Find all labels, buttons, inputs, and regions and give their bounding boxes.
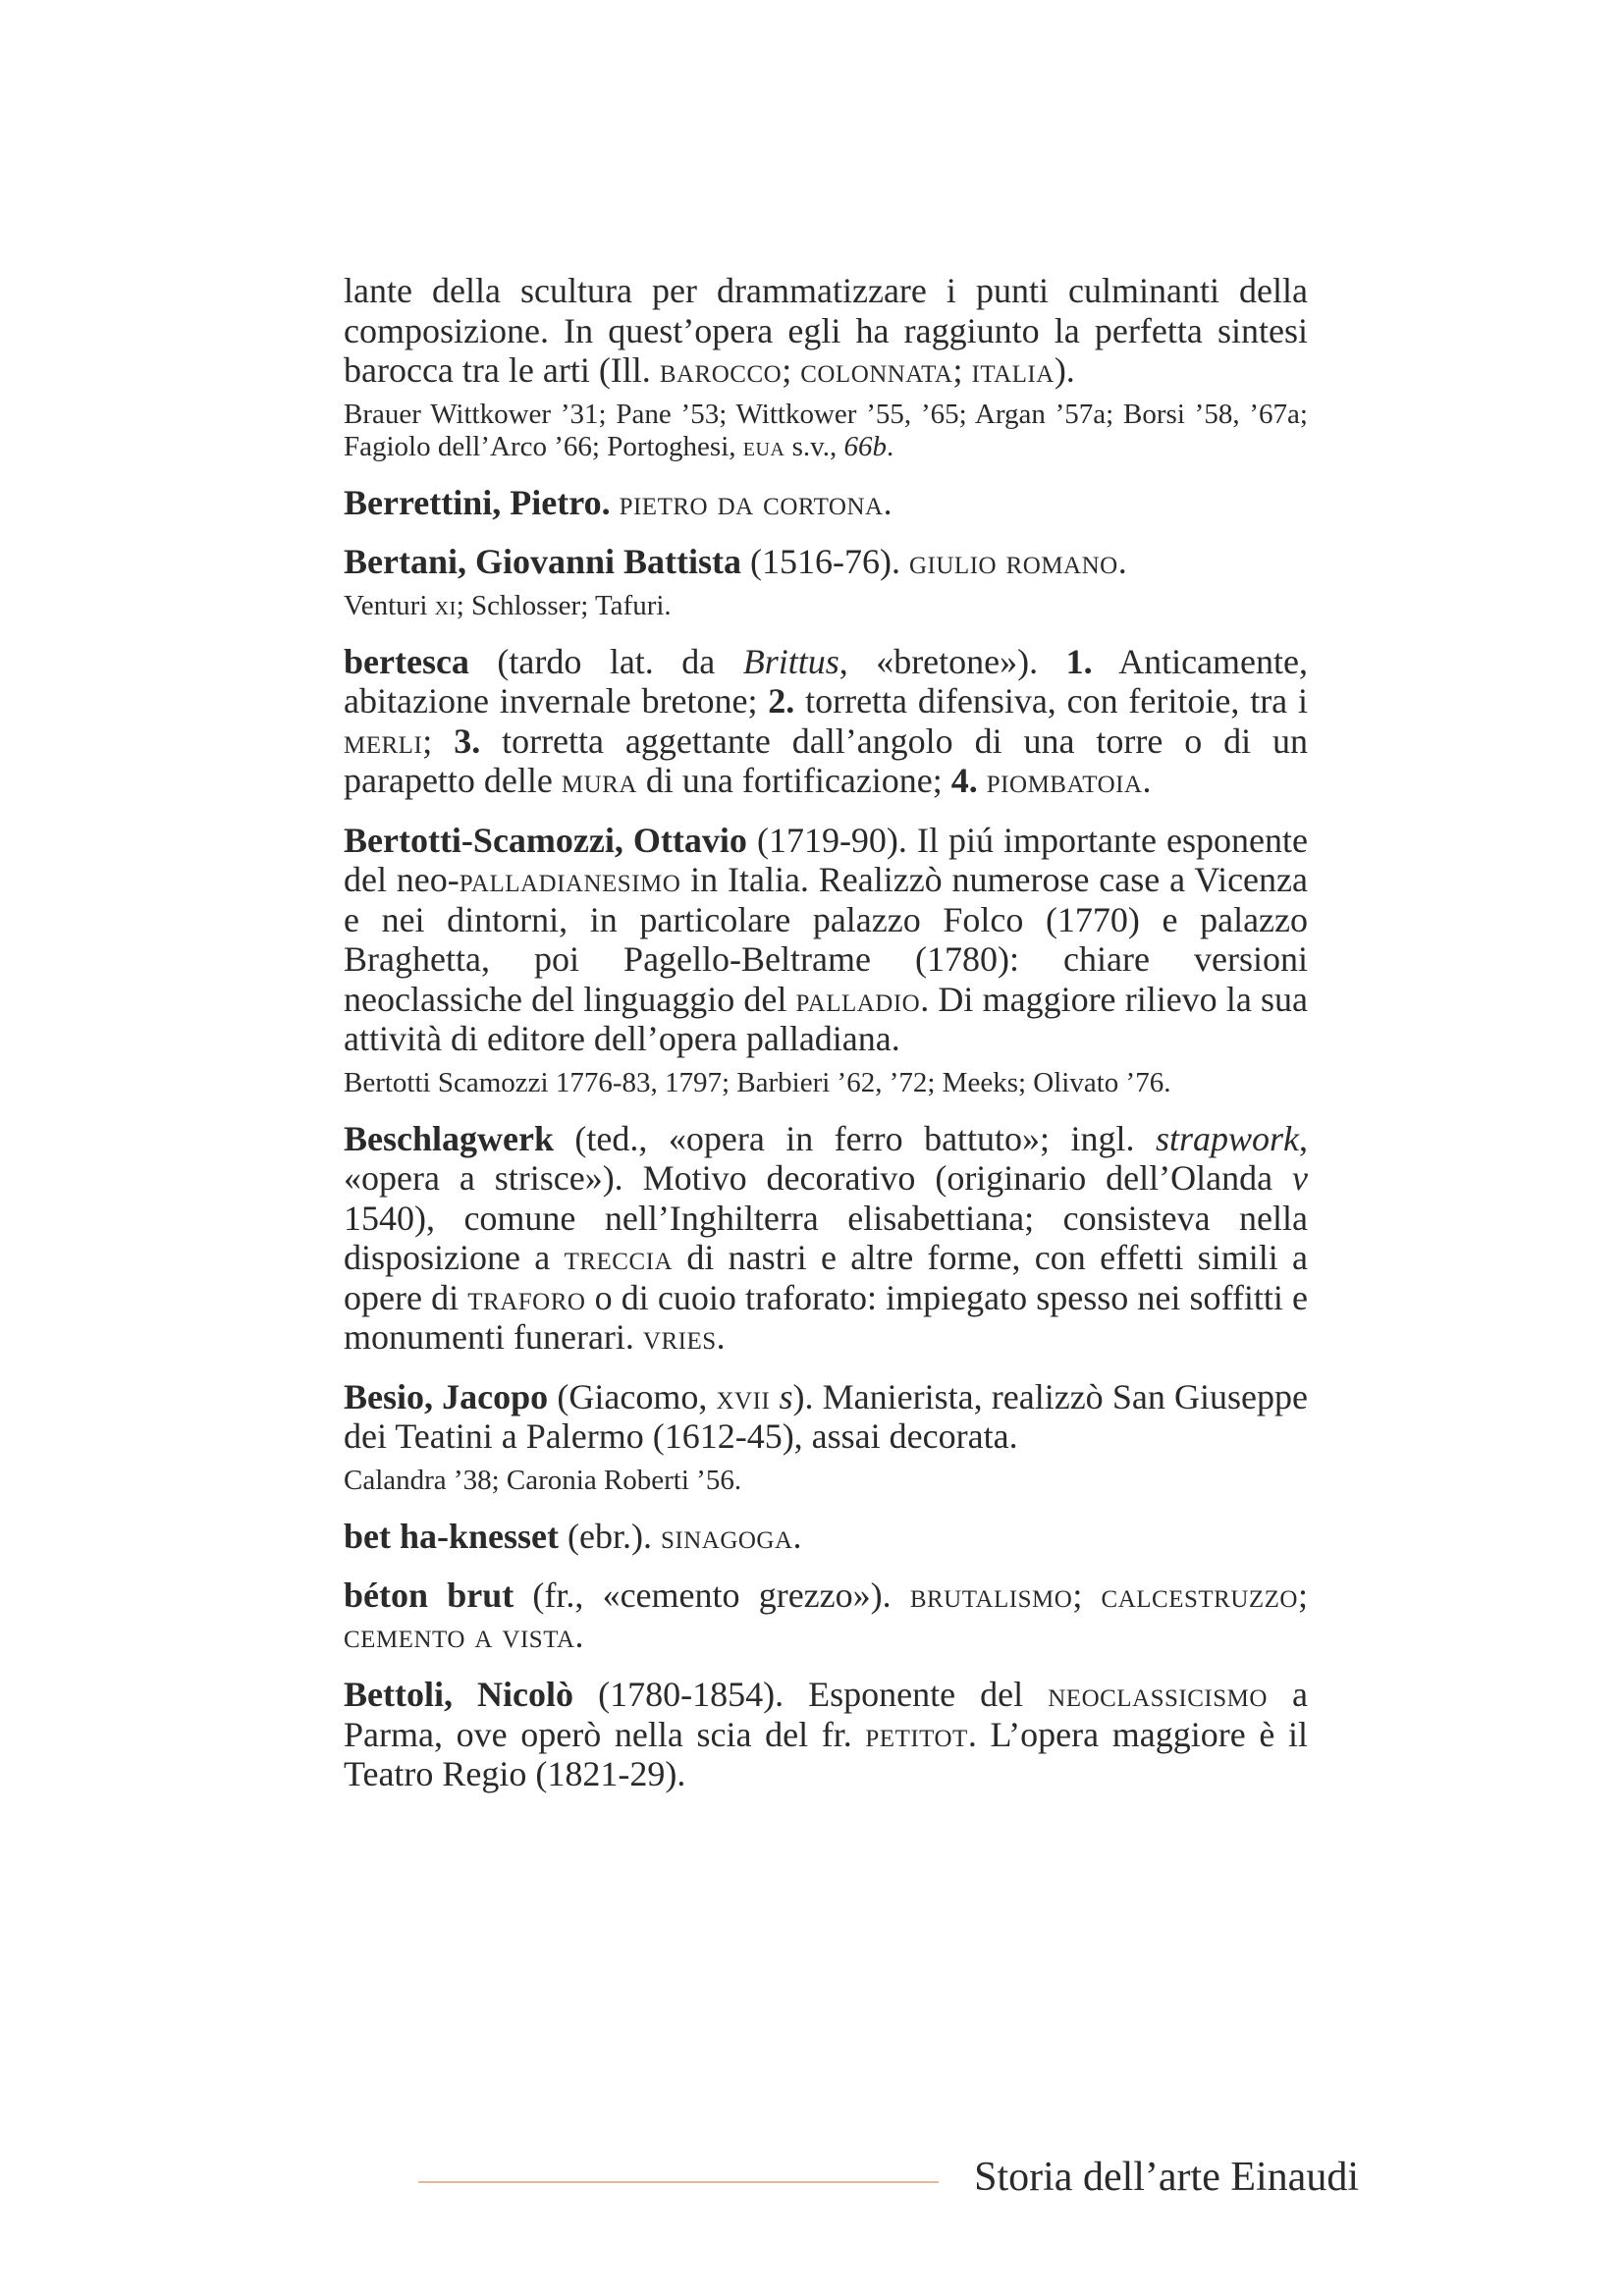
entry-headword: bertesca bbox=[344, 641, 469, 681]
entry-headword: Berrettini, Pietro. bbox=[344, 482, 611, 522]
cross-reference: italia bbox=[971, 350, 1055, 390]
cross-reference: palladianesimo bbox=[459, 860, 681, 899]
entry-headword: Beschlagwerk bbox=[344, 1118, 554, 1158]
cross-reference: palladio bbox=[795, 979, 921, 1019]
cross-reference: sinagoga bbox=[660, 1516, 793, 1556]
entry-headword: Bertotti-Scamozzi, Ottavio bbox=[344, 820, 747, 860]
bibliography: Calandra ’38; Caronia Roberti ’56. bbox=[344, 1464, 742, 1496]
cross-reference: brutalismo bbox=[909, 1575, 1073, 1615]
entry-text: lante della scultura per drammatizzare i punti culminanti della composizione. In quest’opera egli ha raggiunto la perfetta sintesi barocca tra le arti (Ill. barocco; colonnata; italia). bbox=[344, 271, 1308, 390]
bibliography: Venturi xi; Schlosser; Tafuri. bbox=[344, 589, 672, 621]
cross-reference: barocco bbox=[659, 350, 783, 390]
cross-reference: mura bbox=[561, 761, 637, 800]
cross-reference: colonnata bbox=[800, 350, 953, 390]
bibliography: Brauer Wittkower ’31; Pane ’53; Wittkower ’55, ’65; Argan ’57a; Borsi ’58, ’67a; Fagiolo dell’Arco ’66; Portoghesi, eua s.v., 66b. bbox=[344, 398, 1308, 462]
cross-reference: cemento a vista bbox=[344, 1615, 575, 1655]
cross-reference: traforo bbox=[467, 1277, 586, 1317]
entry-beschlagwerk: Beschlagwerk (ted., «opera in ferro battuto»; ingl. strapwork, «opera a strisce»). Motivo decorativo (originario dell’Olanda v 1540), comune nell’Inghilterra elisabettiana; consisteva nella disposizione a treccia di nastri e altre forme, con effetti simili a opere di traforo o di cuoio traforato: impiegato spesso nei soffitti e monumenti funerari. vries. bbox=[344, 1118, 1309, 1357]
entry-beton-brut: béton brut (fr., «cemento grezzo»). brutalismo; calcestruzzo; cemento a vista. bbox=[344, 1575, 1308, 1655]
footer-rule bbox=[418, 2181, 939, 2183]
cross-reference: vries bbox=[642, 1317, 717, 1357]
entry-besio: Besio, Jacopo (Giacomo, xvii s). Manierista, realizzò San Giuseppe dei Teatini a Palermo (1612-45), assai decorata. Calandra ’38; Caronia Roberti ’56. bbox=[344, 1376, 1308, 1496]
cross-reference: piombatoia bbox=[986, 761, 1143, 800]
cross-reference: calcestruzzo bbox=[1101, 1575, 1298, 1615]
entry-bet-ha-knesset: bet ha-knesset (ebr.). sinagoga. bbox=[344, 1516, 802, 1556]
dictionary-page bbox=[344, 271, 1308, 1794]
cross-reference: petitot bbox=[865, 1714, 968, 1754]
entry-headword: Besio, Jacopo bbox=[344, 1376, 549, 1416]
entry-bernini-continuation bbox=[344, 271, 1308, 463]
cross-reference: treccia bbox=[564, 1238, 674, 1277]
entry-headword: béton brut bbox=[344, 1575, 514, 1615]
entry-headword: bet ha-knesset bbox=[344, 1516, 560, 1556]
cross-reference: giulio romano bbox=[909, 542, 1118, 581]
bibliography: Bertotti Scamozzi 1776-83, 1797; Barbieri ’62, ’72; Meeks; Olivato ’76. bbox=[344, 1066, 1171, 1098]
entry-bertotti-scamozzi: Bertotti-Scamozzi, Ottavio (1719-90). Il piú importante esponente del neo-palladianesimo in Italia. Realizzò numerose case a Vicenza e nei dintorni, in particolare palazzo Folco (1770) e palazzo Braghetta, poi Pagello-Beltrame (1780): chiare versioni neoclassiche del linguaggio del palladio. Di maggiore rilievo la sua attività di editore dell’opera palladiana. Bertotti Scamozzi 1776-83, 1797; Barbieri ’62, ’72; Meeks; Olivato ’76. bbox=[344, 820, 1308, 1098]
page-footer bbox=[418, 2150, 1359, 2209]
entry-headword: Bettoli, Nicolò bbox=[344, 1675, 574, 1714]
entry-bettoli: Bettoli, Nicolò (1780-1854). Esponente del neoclassicismo a Parma, ove operò nella scia del fr. petitot. L’opera maggiore è il Teatro Regio (1821-29). bbox=[344, 1675, 1309, 1793]
entry-berrettini: Berrettini, Pietro. pietro da cortona. bbox=[344, 482, 893, 522]
entry-bertani: Bertani, Giovanni Battista (1516-76). giulio romano. Venturi xi; Schlosser; Tafuri. bbox=[344, 542, 1308, 622]
cross-reference: pietro da cortona bbox=[619, 482, 884, 522]
publication-title: Storia dell’arte Einaudi bbox=[974, 2155, 1359, 2200]
cross-reference: neoclassicismo bbox=[1048, 1675, 1268, 1714]
entry-bertesca: bertesca (tardo lat. da Brittus, «bretone»). 1. Anticamente, abitazione invernale bretone; 2. torretta difensiva, con feritoie, tra i merli; 3. torretta aggettante dall’angolo di una torre o di un parapetto delle mura di una fortificazione; 4. piombatoia. bbox=[344, 641, 1309, 800]
entry-headword: Bertani, Giovanni Battista bbox=[344, 542, 742, 581]
cross-reference: merli bbox=[344, 721, 423, 761]
